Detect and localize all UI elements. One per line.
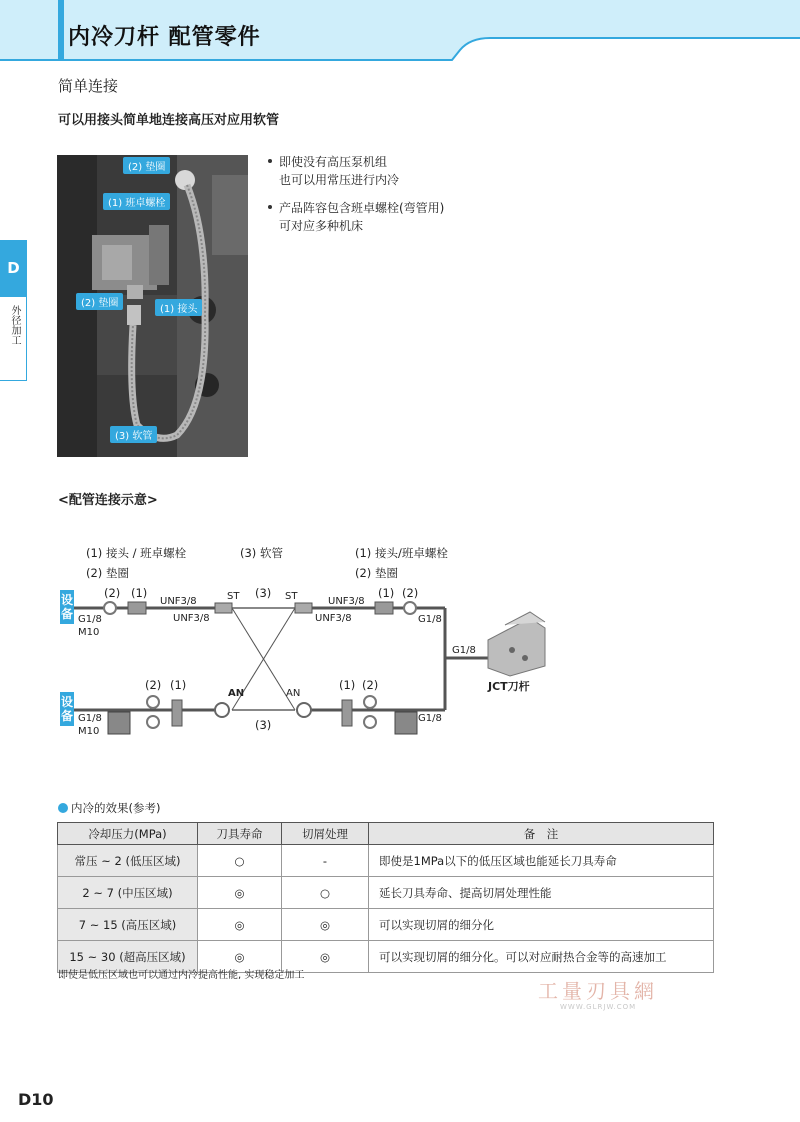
label-fitting-1: (1) (378, 586, 395, 600)
legend-left-2: (2) 垫圈 (86, 566, 129, 580)
col-header: 切屑处理 (282, 823, 369, 845)
label-an: AN (228, 688, 245, 699)
table-row (58, 845, 714, 877)
page-title: 内冷刀杆 配管零件 (68, 25, 261, 50)
col-header: 刀具寿命 (198, 823, 282, 845)
cell-note: 可以实现切屑的细分化。可以对应耐热合金等的高速加工 (369, 941, 714, 973)
cell-tool-life: ◎ (198, 941, 282, 973)
label-m10: M10 (78, 627, 100, 638)
label-unf: UNF3/8 (173, 613, 210, 624)
callout-banjo-bolt: (1) 班卓螺栓 (103, 193, 170, 210)
watermark-logo: 工量刃具網 (538, 979, 658, 1003)
label-unf: UNF3/8 (160, 596, 197, 607)
equipment-box-top: 设备 (60, 590, 74, 624)
bullet-item: 产品阵容包含班卓螺栓(弯管用) (268, 199, 444, 217)
callout-washer-mid: (2) 垫圈 (76, 293, 123, 310)
side-tab-label: 外径加工 (9, 305, 20, 345)
cell-tool-life: ◎ (198, 877, 282, 909)
label-unf: UNF3/8 (315, 613, 352, 624)
label-g18: G1/8 (452, 645, 476, 656)
cell-note: 即使是1MPa以下的低压区域也能延长刀具寿命 (369, 845, 714, 877)
label-m10: M10 (78, 726, 100, 737)
section-heading: 简单连接 (58, 77, 119, 95)
table-footnote: 即使是低压区域也可以通过内冷提高性能, 实现稳定加工 (58, 970, 305, 981)
bullet-item: 即使没有高压泵机组 (268, 153, 444, 171)
cell-chip-control: ◎ (282, 909, 369, 941)
cell-chip-control: - (282, 845, 369, 877)
table-row (58, 877, 714, 909)
cell-pressure: 7 ~ 15 (高压区域) (58, 909, 198, 941)
callout-fitting: (1) 接头 (155, 299, 202, 316)
cell-pressure: 15 ~ 30 (超高压区域) (58, 941, 198, 973)
side-tab-letter: D (0, 240, 27, 296)
cell-note: 可以实现切屑的细分化 (369, 909, 714, 941)
label-jct-holder: JCT刀杆 (488, 680, 530, 693)
label-unf: UNF3/8 (328, 596, 365, 607)
legend-right-2: (2) 垫圈 (355, 566, 398, 580)
callout-hose: (3) 软管 (110, 426, 157, 443)
cell-chip-control: ○ (282, 877, 369, 909)
callout-washer-top: (2) 垫圈 (123, 157, 170, 174)
label-st: ST (285, 591, 298, 602)
label-hose-3: (3) (255, 586, 272, 600)
label-banjo-1: (1) (339, 678, 356, 692)
table-header-row (58, 823, 714, 845)
diagram-heading: <配管连接示意> (58, 493, 158, 508)
col-header: 冷却压力(MPa) (58, 823, 198, 845)
bullet-item-cont: 可对应多种机床 (279, 219, 364, 233)
label-washer-2: (2) (145, 678, 162, 692)
cell-chip-control: ◎ (282, 941, 369, 973)
label-washer-2: (2) (402, 586, 419, 600)
effects-table (57, 822, 714, 973)
label-g18: G1/8 (78, 713, 102, 724)
bullet-list (268, 153, 444, 235)
bullet-dot-icon (268, 205, 272, 209)
cell-pressure: 2 ~ 7 (中压区域) (58, 877, 198, 909)
label-washer-2: (2) (104, 586, 121, 600)
cell-tool-life: ◎ (198, 909, 282, 941)
legend-left-1: (1) 接头 / 班卓螺栓 (86, 546, 187, 560)
cell-note: 延长刀具寿命、提高切屑处理性能 (369, 877, 714, 909)
label-washer-2: (2) (362, 678, 379, 692)
watermark-url: WWW.GLRJW.COM (560, 1003, 637, 1011)
bullet-dot-icon (268, 159, 272, 163)
cell-pressure: 常压 ~ 2 (低压区域) (58, 845, 198, 877)
label-g18: G1/8 (418, 713, 442, 724)
section-subheading: 可以用接头简单地连接高压对应用软管 (58, 113, 280, 128)
effects-heading: 内冷的效果(参考) (58, 800, 160, 816)
equipment-box-bottom: 设备 (60, 692, 74, 726)
blue-dot-icon (58, 803, 68, 813)
table-row (58, 909, 714, 941)
label-an: AN (286, 688, 301, 699)
label-banjo-1: (1) (170, 678, 187, 692)
label-g18: G1/8 (418, 614, 442, 625)
legend-right-1: (1) 接头/班卓螺栓 (355, 546, 448, 560)
bullet-item-cont: 也可以用常压进行内冷 (279, 173, 400, 187)
label-st: ST (227, 591, 240, 602)
legend-center: (3) 软管 (240, 546, 283, 560)
label-hose-3: (3) (255, 718, 272, 732)
label-fitting-1: (1) (131, 586, 148, 600)
cell-tool-life: ○ (198, 845, 282, 877)
piping-diagram (0, 580, 800, 750)
page-number: D10 (18, 1090, 54, 1109)
label-g18: G1/8 (78, 614, 102, 625)
col-header: 备 注 (369, 823, 714, 845)
